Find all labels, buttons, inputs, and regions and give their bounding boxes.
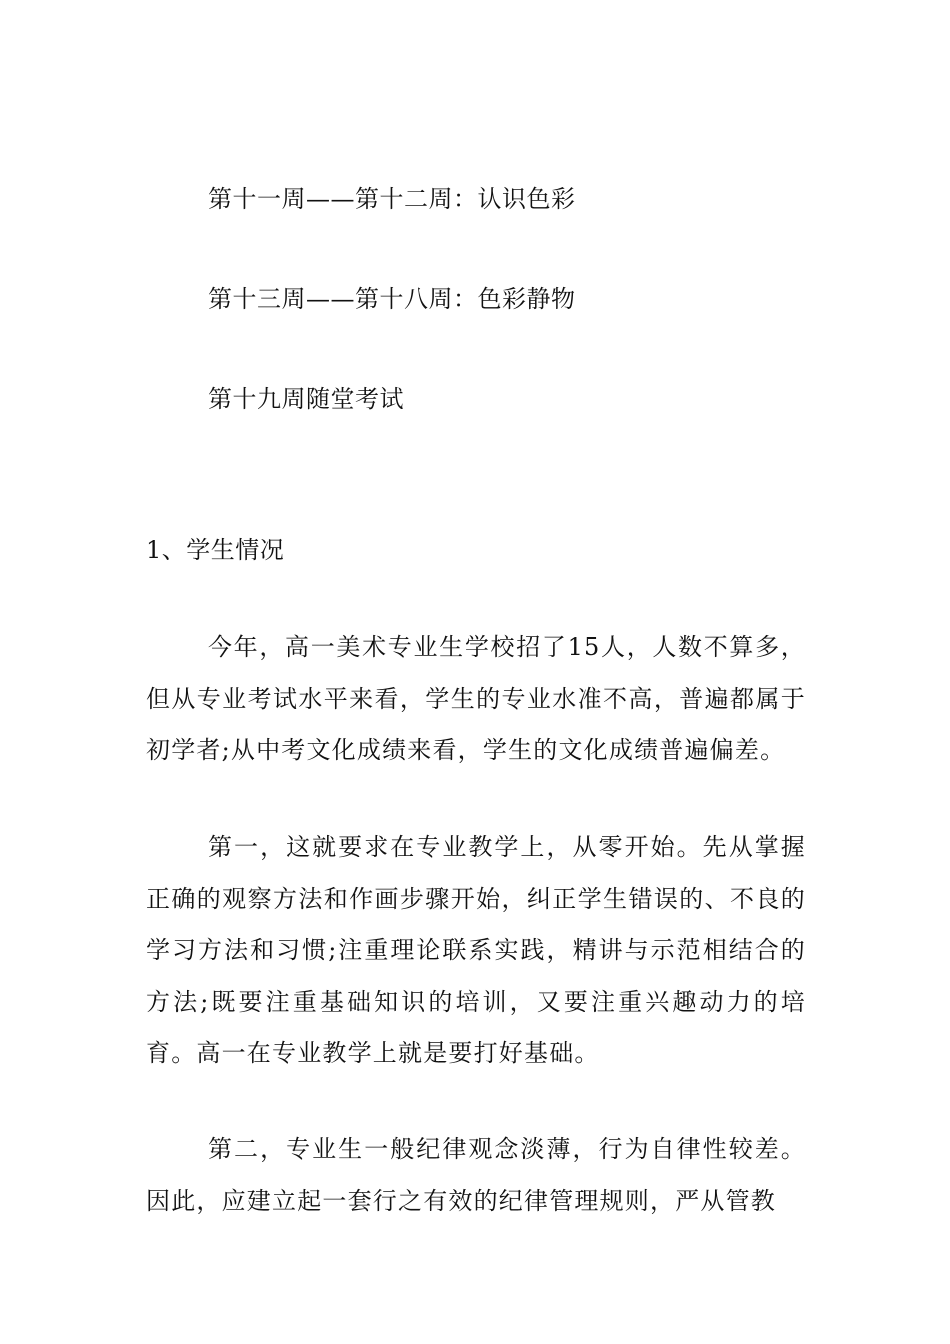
paragraph-first-point: 第一，这就要求在专业教学上，从零开始。先从掌握正确的观察方法和作画步骤开始，纠正学生错误的、不良的学习方法和习惯;注重理论联系实践，精讲与示范相结合的方法;既要注重基础知识的培训，又要注重兴趣动力的培育。高一在专业教学上就是要打好基础。 [146,833,806,1068]
paragraph-second-point: 第二，专业生一般纪律观念淡薄，行为自律性较差。因此，应建立起一套行之有效的纪律管理规则，严从管教 [146,1135,806,1215]
paragraph-student-intake: 今年，高一美术专业生学校招了15人，人数不算多，但从专业考试水平来看，学生的专业水准不高，普遍都属于初学者;从中考文化成绩来看，学生的文化成绩普遍偏差。 [146,633,806,765]
schedule-item-week-19: 第十九周随堂考试 [208,385,404,413]
schedule-item-weeks-13-18: 第十三周——第十八周：色彩静物 [208,285,576,313]
section-heading: 1、学生情况 [146,536,285,564]
schedule-item-weeks-11-12: 第十一周——第十二周：认识色彩 [208,185,576,213]
